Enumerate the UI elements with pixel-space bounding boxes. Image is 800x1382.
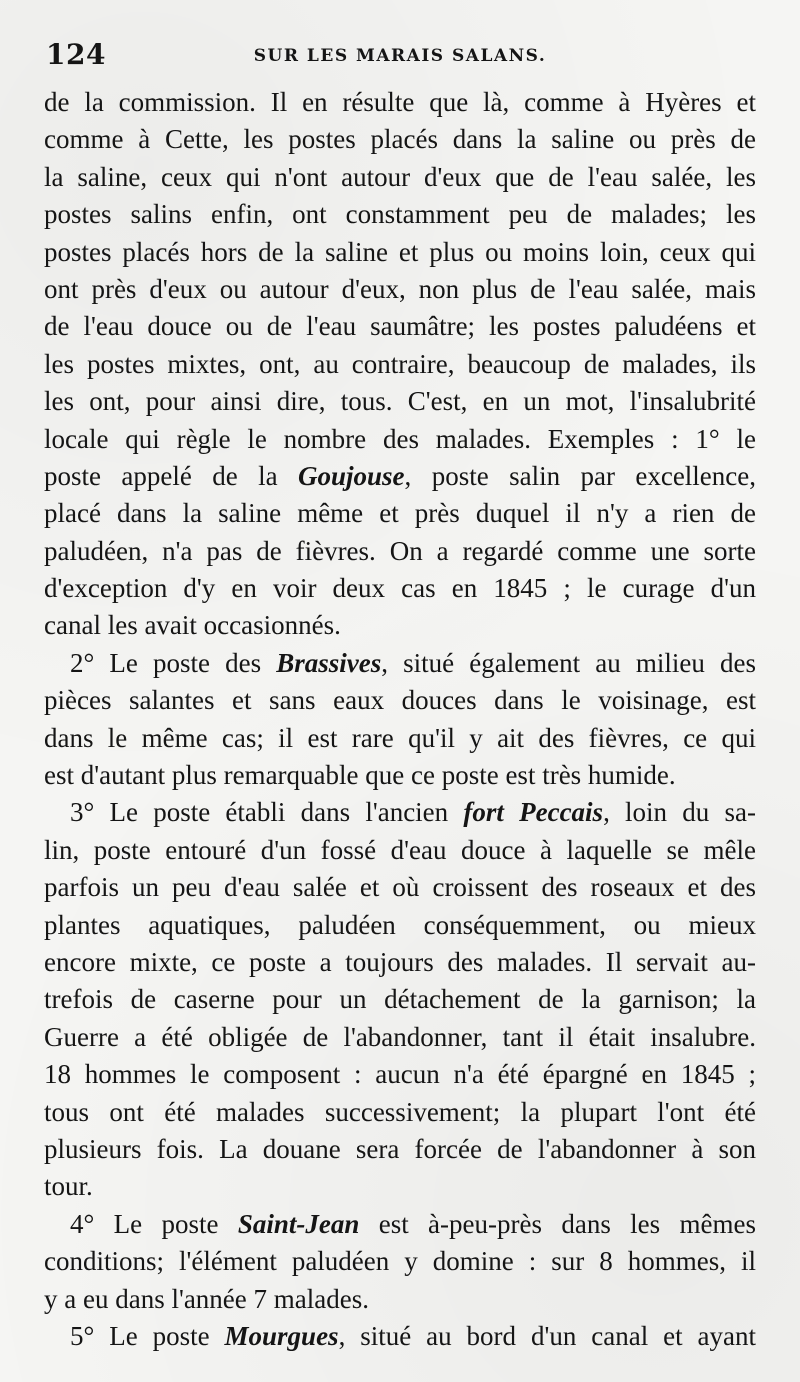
- text-run: lin, poste entouré d'un fossé d'eau douce à laquelle se mêle: [44, 834, 756, 865]
- text-run: les postes mixtes, ont, au contraire, beaucoup de malades, ils: [44, 348, 756, 379]
- text-line: [44, 383, 756, 420]
- text-run: tour.: [44, 1171, 93, 1202]
- text-line: [44, 607, 756, 644]
- text-line: [44, 1131, 756, 1168]
- text-line: [44, 1019, 756, 1056]
- text-line: [44, 458, 756, 495]
- text-run: de l'eau douce ou de l'eau saumâtre; les postes paludéens et: [44, 311, 756, 342]
- text-run: la saline, ceux qui n'ont autour d'eux que de l'eau salée, les: [44, 161, 756, 192]
- text-run: paludéen, n'a pas de fièvres. On a regardé comme une sorte: [44, 535, 756, 566]
- text-line: [44, 1281, 756, 1318]
- text-run: , poste salin par excellence,: [404, 460, 757, 491]
- paragraph: [44, 1206, 756, 1318]
- text-run: , situé au bord d'un canal et ayant: [338, 1320, 756, 1351]
- text-line: [44, 1094, 756, 1131]
- paragraph: [44, 1318, 756, 1355]
- text-run: d'exception d'y en voir deux cas en 1845 ; le curage d'un: [44, 573, 756, 604]
- text-line: [44, 234, 756, 271]
- italic-place-name: fort Peccais: [463, 797, 604, 828]
- text-line: [44, 1318, 756, 1355]
- body-text: [44, 84, 756, 1355]
- text-run: est d'autant plus remarquable que ce poste est très humide.: [44, 760, 676, 791]
- text-line: [44, 570, 756, 607]
- text-line: [44, 346, 756, 383]
- italic-place-name: Goujouse: [298, 460, 405, 491]
- text-run: pièces salantes et sans eaux douces dans le voisinage, est: [44, 685, 756, 716]
- text-run: encore mixte, ce poste a toujours des malades. Il servait au-: [44, 946, 756, 977]
- text-run: placé dans la saline même et près duquel il n'y a rien de: [44, 498, 756, 529]
- italic-place-name: Mourgues: [224, 1320, 339, 1351]
- text-line: [44, 794, 756, 831]
- text-line: [44, 869, 756, 906]
- text-run: 5° Le poste: [70, 1320, 225, 1351]
- text-run: les ont, pour ainsi dire, tous. C'est, en un mot, l'insalubrité: [44, 386, 756, 417]
- text-run: conditions; l'élément paludéen y domine : sur 8 hommes, il: [44, 1246, 756, 1277]
- running-header: [44, 34, 756, 84]
- text-run: 4° Le poste: [70, 1208, 238, 1239]
- text-run: Guerre a été obligée de l'abandonner, tant il était insalubre.: [44, 1021, 756, 1052]
- text-line: [44, 533, 756, 570]
- text-run: dans le même cas; il est rare qu'il y ait des fièvres, ce qui: [44, 722, 756, 753]
- text-run: est à-peu-près dans les mêmes: [359, 1208, 756, 1239]
- text-run: canal les avait occasionnés.: [44, 610, 341, 641]
- text-line: [44, 1168, 756, 1205]
- text-run: poste appelé de la: [44, 460, 299, 491]
- text-line: [44, 308, 756, 345]
- text-line: [44, 907, 756, 944]
- text-line: [44, 832, 756, 869]
- text-line: [44, 121, 756, 158]
- text-run: de la commission. Il en résulte que là, comme à Hyères et: [44, 87, 756, 117]
- text-line: [44, 159, 756, 196]
- text-run: parfois un peu d'eau salée et où croissent des roseaux et des: [44, 872, 756, 903]
- text-line: [44, 1206, 756, 1243]
- text-run: locale qui règle le nombre des malades. Exemples : 1° le: [44, 423, 756, 454]
- text-run: 18 hommes le composent : aucun n'a été épargné en 1845 ;: [44, 1059, 756, 1090]
- text-run: plantes aquatiques, paludéen conséquemment, ou mieux: [44, 909, 756, 940]
- text-run: 3° Le poste établi dans l'ancien: [70, 797, 464, 828]
- text-line: [44, 421, 756, 458]
- text-line: [44, 495, 756, 532]
- text-line: [44, 944, 756, 981]
- text-line: [44, 757, 756, 794]
- text-line: [44, 196, 756, 233]
- paragraph: [44, 84, 756, 645]
- text-run: , situé également au milieu des: [381, 647, 756, 678]
- text-run: trefois de caserne pour un détachement de la garnison; la: [44, 984, 756, 1015]
- text-run: y a eu dans l'année 7 malades.: [44, 1283, 369, 1314]
- text-run: ont près d'eux ou autour d'eux, non plus de l'eau salée, mais: [44, 273, 756, 304]
- text-run: plusieurs fois. La douane sera forcée de l'abandonner à son: [44, 1133, 756, 1164]
- text-line: [44, 1056, 756, 1093]
- text-line: [44, 1243, 756, 1280]
- italic-place-name: Brassives: [276, 647, 382, 678]
- text-line: [44, 720, 756, 757]
- text-line: [44, 682, 756, 719]
- page-number: 124: [46, 38, 106, 71]
- text-run: comme à Cette, les postes placés dans la saline ou près de: [44, 124, 756, 155]
- text-run: , loin du sa-: [603, 797, 756, 828]
- text-line: [44, 645, 756, 682]
- text-run: 2° Le poste des: [70, 647, 277, 678]
- text-run: postes salins enfin, ont constamment peu de malades; les: [44, 199, 756, 230]
- italic-place-name: Saint-Jean: [237, 1208, 360, 1239]
- text-run: postes placés hors de la saline et plus ou moins loin, ceux qui: [44, 236, 756, 267]
- running-title: SUR LES MARAIS SALANS.: [253, 46, 547, 66]
- text-line: [44, 271, 756, 308]
- text-line: [44, 981, 756, 1018]
- text-line: [44, 84, 756, 121]
- text-run: tous ont été malades successivement; la plupart l'ont été: [44, 1096, 756, 1127]
- paragraph: [44, 645, 756, 795]
- paragraph: [44, 794, 756, 1205]
